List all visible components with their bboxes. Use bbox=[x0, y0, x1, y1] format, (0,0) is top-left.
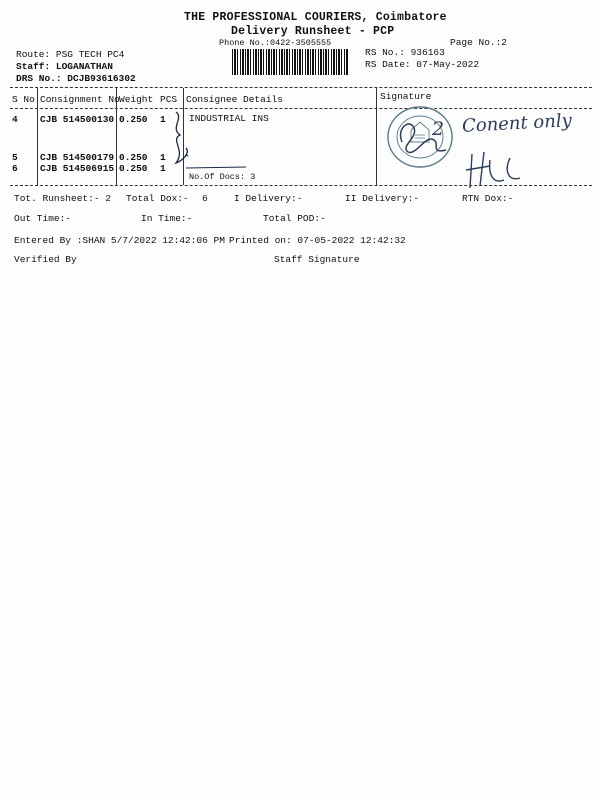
in-time: In Time:- bbox=[141, 213, 193, 224]
rs-date: RS Date: 07-May-2022 bbox=[365, 59, 480, 70]
total-dox-label: Total Dox:- bbox=[126, 193, 189, 204]
col-header-pcs: PCS bbox=[160, 94, 178, 105]
table-row-consignment: CJB 514506915 bbox=[40, 163, 115, 174]
handwritten-count: 2 bbox=[432, 118, 445, 140]
entered-by: Entered By :SHAN 5/7/2022 12:42:06 PM bbox=[14, 235, 225, 246]
page-number: Page No.:2 bbox=[450, 37, 508, 48]
receiver-signature bbox=[390, 112, 460, 162]
table-row-sno: 6 bbox=[12, 163, 18, 174]
handwritten-initials bbox=[460, 150, 530, 195]
rtn-dox: RTN Dox:- bbox=[462, 193, 514, 204]
table-row-consignment: CJB 514500179 bbox=[40, 152, 115, 163]
drs-number: DRS No.: DCJB93616302 bbox=[16, 73, 136, 84]
runsheet-subtitle: Delivery Runsheet - PCP bbox=[231, 25, 395, 38]
table-row-pcs: 1 bbox=[160, 152, 166, 163]
staff-signature: Staff Signature bbox=[274, 254, 360, 265]
company-title: THE PROFESSIONAL COURIERS, Coimbatore bbox=[184, 11, 447, 24]
col-header-consignment: Consignment No bbox=[40, 94, 120, 105]
no-of-docs: No.Of Docs: 3 bbox=[189, 172, 256, 182]
i-delivery: I Delivery:- bbox=[234, 193, 303, 204]
table-row-weight: 0.250 bbox=[119, 114, 148, 125]
phone-number: Phone No.:0422-3505555 bbox=[219, 38, 332, 48]
out-time: Out Time:- bbox=[14, 213, 72, 224]
col-header-consignee: Consignee Details bbox=[186, 94, 283, 105]
table-row-consignee: INDUSTRIAL INS bbox=[189, 113, 269, 124]
table-row-sno: 5 bbox=[12, 152, 18, 163]
table-row-sno: 4 bbox=[12, 114, 18, 125]
table-row-weight: 0.250 bbox=[119, 163, 148, 174]
rs-number: RS No.: 936163 bbox=[365, 47, 445, 58]
col-header-signature: Signature bbox=[380, 91, 432, 102]
total-dox-value: 6 bbox=[202, 193, 208, 204]
col-header-sno: S No bbox=[12, 94, 35, 105]
tot-runsheet: Tot. Runsheet:- 2 bbox=[14, 193, 111, 204]
staff-label: Staff: LOGANATHAN bbox=[16, 61, 113, 72]
col-header-weight: Weight bbox=[119, 94, 154, 105]
handwritten-note: Conent only bbox=[461, 110, 573, 137]
table-row-consignment: CJB 514500130 bbox=[40, 114, 115, 125]
table-row-pcs: 1 bbox=[160, 114, 166, 125]
route-label: Route: PSG TECH PC4 bbox=[16, 49, 125, 60]
table-row-pcs: 1 bbox=[160, 163, 166, 174]
ii-delivery: II Delivery:- bbox=[345, 193, 420, 204]
table-row-weight: 0.250 bbox=[119, 152, 148, 163]
printed-on: Printed on: 07-05-2022 12:42:32 bbox=[229, 235, 406, 246]
verified-by: Verified By bbox=[14, 254, 77, 265]
total-pod: Total POD:- bbox=[263, 213, 326, 224]
